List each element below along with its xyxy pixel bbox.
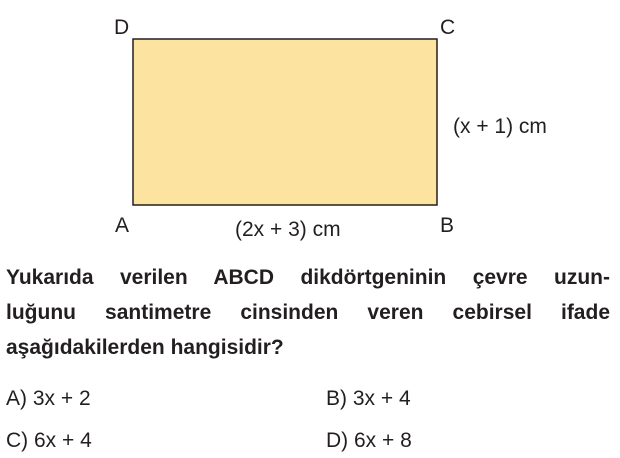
question-text bbox=[6, 260, 610, 365]
option-c[interactable]: C) 6x + 4 bbox=[6, 429, 92, 452]
vertex-label-d: D bbox=[114, 16, 130, 39]
option-d[interactable]: D) 6x + 8 bbox=[326, 429, 412, 452]
question-line-3: aşağıdakilerden hangisidir? bbox=[6, 336, 284, 359]
vertex-label-a: A bbox=[115, 214, 130, 237]
right-side-length-label: (x + 1) cm bbox=[453, 115, 547, 138]
vertex-label-b: B bbox=[440, 214, 455, 237]
question-line-2: luğunu santimetre cinsinden veren cebirsel ifade bbox=[6, 301, 610, 324]
option-b[interactable]: B) 3x + 4 bbox=[326, 387, 411, 410]
vertex-label-c: C bbox=[440, 16, 456, 39]
question-line-1: Yukarıda verilen ABCD dikdörtgeninin çevre uzun- bbox=[6, 266, 610, 289]
option-a[interactable]: A) 3x + 2 bbox=[6, 387, 91, 410]
rectangle-abcd bbox=[133, 39, 437, 205]
bottom-side-length-label: (2x + 3) cm bbox=[235, 218, 341, 241]
